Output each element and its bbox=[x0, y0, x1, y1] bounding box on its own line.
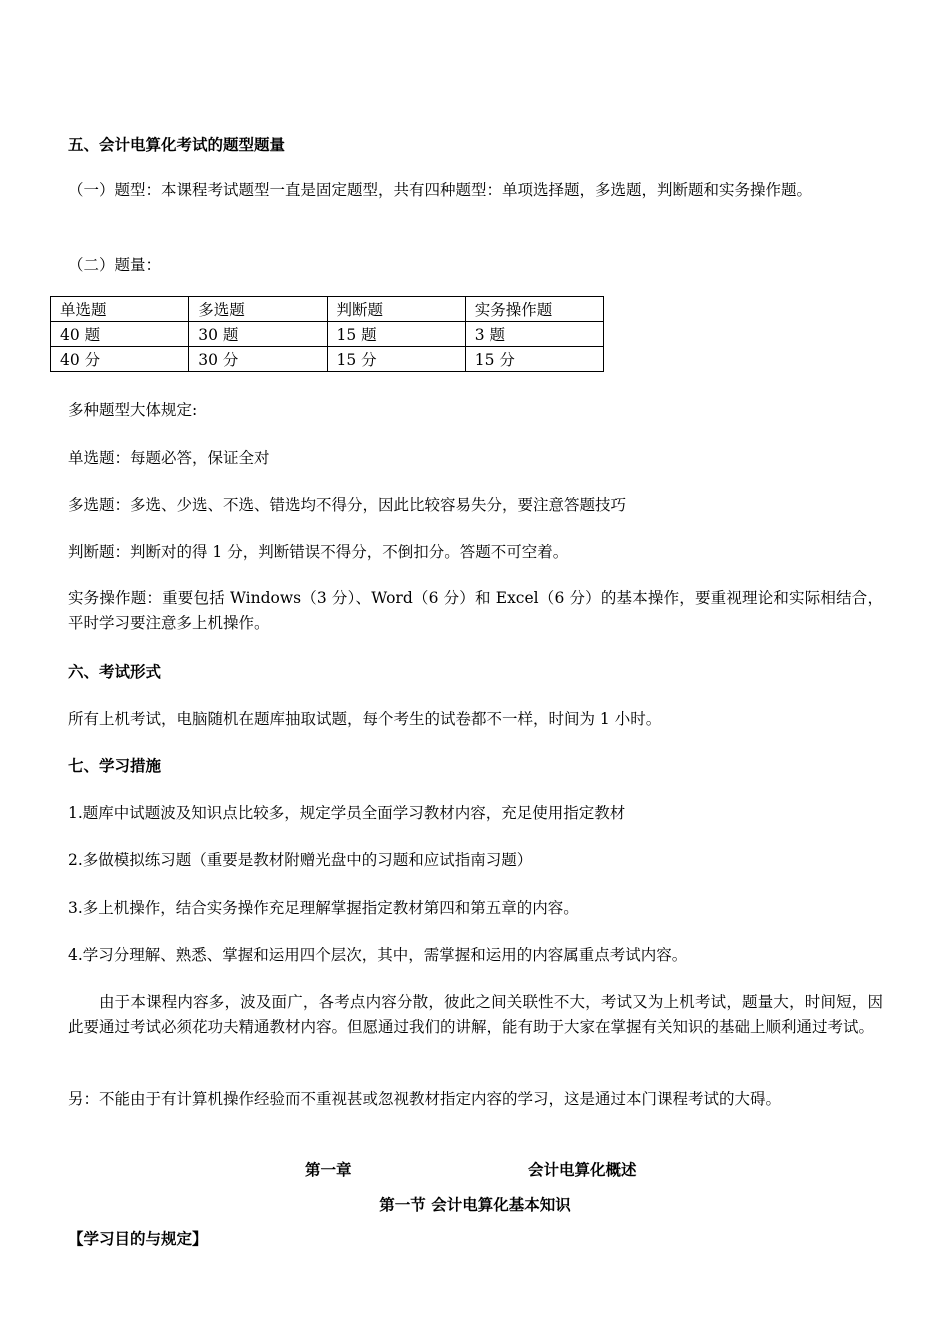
section5-heading: 五、会计电算化考试的题型题量 bbox=[68, 136, 286, 154]
table-row bbox=[51, 322, 604, 347]
table-cell: 15 分 bbox=[327, 347, 465, 372]
table-cell: 40 题 bbox=[51, 322, 189, 347]
rule-practical: 实务操作题：重要包括 Windows（3 分）、Word（6 分）和 Excel（6 分）的基本操作，要重视理论和实际相结合，平时学习要注意多上机操作。 bbox=[68, 589, 883, 632]
chapter-title: 会计电算化概述 bbox=[528, 1161, 637, 1179]
rule-true-false: 判断题：判断对的得 1 分，判断错误不得分，不倒扣分。答题不可空着。 bbox=[68, 543, 569, 561]
study-measure-item: 4.学习分理解、熟悉、掌握和运用四个层次，其中，需掌握和运用的内容属重点考试内容。 bbox=[68, 946, 688, 964]
study-measure-item: 3.多上机操作，结合实务操作充足理解掌握指定教材第四和第五章的内容。 bbox=[68, 899, 579, 917]
study-measure-item: 2.多做模拟练习题（重要是教材附赠光盘中的习题和应试指南习题） bbox=[68, 851, 533, 869]
note-paragraph: 另：不能由于有计算机操作经验而不重视甚或忽视教材指定内容的学习，这是通过本门课程考试的大碍。 bbox=[68, 1090, 782, 1108]
chapter-label: 第一章 bbox=[305, 1161, 352, 1179]
section6-heading: 六、考试形式 bbox=[68, 663, 162, 681]
table-row bbox=[51, 347, 604, 372]
table-cell: 多选题 bbox=[189, 297, 327, 322]
question-types-paragraph: （一）题型：本课程考试题型一直是固定题型，共有四种题型：单项选择题，多选题，判断题和实务操作题。 bbox=[68, 181, 813, 199]
section-title: 第一节 会计电算化基本知识 bbox=[379, 1196, 571, 1214]
table-cell: 40 分 bbox=[51, 347, 189, 372]
study-measure-item: 1.题库中试题波及知识点比较多，规定学员全面学习教材内容，充足使用指定教材 bbox=[68, 804, 626, 822]
rule-single-choice: 单选题：每题必答，保证全对 bbox=[68, 449, 270, 467]
table-cell: 判断题 bbox=[327, 297, 465, 322]
table-cell: 30 题 bbox=[189, 322, 327, 347]
table-cell: 15 分 bbox=[465, 347, 603, 372]
rule-multi-choice: 多选题：多选、少选、不选、错选均不得分，因此比较容易失分，要注意答题技巧 bbox=[68, 496, 627, 514]
question-quantity-label: （二）题量： bbox=[68, 256, 162, 274]
score-table bbox=[50, 296, 604, 372]
table-cell: 15 题 bbox=[327, 322, 465, 347]
table-cell: 3 题 bbox=[465, 322, 603, 347]
table-cell: 单选题 bbox=[51, 297, 189, 322]
learning-goals-heading: 【学习目的与规定】 bbox=[68, 1230, 208, 1248]
table-cell: 实务操作题 bbox=[465, 297, 603, 322]
table-cell: 30 分 bbox=[189, 347, 327, 372]
course-summary-paragraph: 由于本课程内容多，波及面广，各考点内容分散，彼此之间关联性不大，考试又为上机考试，题量大，时间短，因此要通过考试必须花功夫精通教材内容。但愿通过我们的讲解，能有助于大家在掌握有关知识的基础上顺利通过考试。 bbox=[68, 993, 883, 1036]
section7-heading: 七、学习措施 bbox=[68, 757, 162, 775]
exam-format-text: 所有上机考试，电脑随机在题库抽取试题，每个考生的试卷都不一样，时间为 1 小时。 bbox=[68, 710, 662, 728]
table-row bbox=[51, 297, 604, 322]
rules-intro: 多种题型大体规定: bbox=[68, 401, 198, 419]
